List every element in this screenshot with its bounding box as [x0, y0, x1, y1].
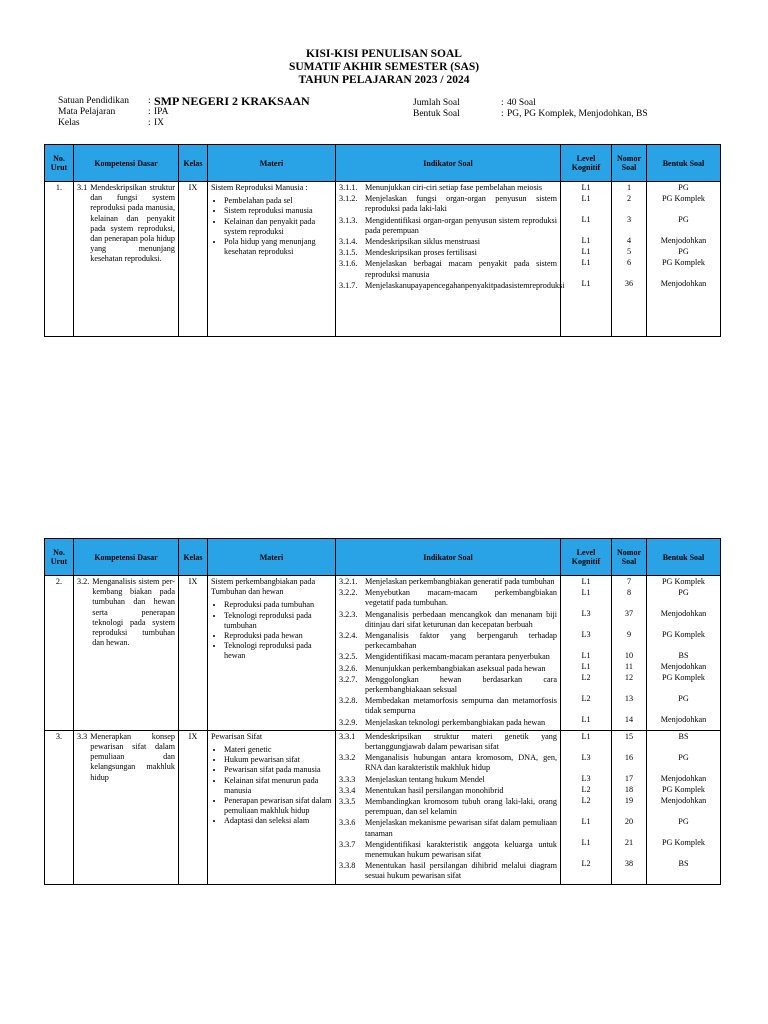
row-number: 2. [45, 576, 74, 731]
meta-row-kelas [58, 118, 310, 129]
materi-title: Pewarisan Sifat [211, 731, 263, 741]
indikator-text: Mendeskripsikan proses fertilisasi [365, 248, 477, 258]
meta-sep: : [148, 118, 151, 128]
indikator-number: 3.3.5 [339, 797, 356, 807]
level-value: L1 [581, 837, 591, 847]
kd-wrap [77, 577, 175, 648]
kisi-table-2 [44, 538, 721, 885]
header-bentuk: Bentuk Soal [647, 145, 721, 182]
indikator-item [339, 797, 557, 817]
indikator-number: 3.2.7. [339, 674, 358, 684]
materi-cell [208, 182, 336, 337]
bentuk-cell [647, 576, 721, 731]
materi-item: • Pewarisan sifat pada manusia [224, 765, 332, 775]
nomor-cell [612, 730, 647, 884]
indikator-number: 3.1.5. [339, 248, 358, 258]
nomor-value: 17 [624, 773, 634, 783]
bentuk-value: Menjodohkan [660, 279, 707, 288]
table-row [45, 576, 721, 731]
indikator-item [339, 786, 557, 796]
kd-number: 3.1 [77, 183, 88, 192]
indikator-item [339, 610, 557, 630]
document-title [0, 48, 768, 87]
nomor-value: 11 [625, 662, 633, 671]
materi-item: • Penerapan pewarisan sifat dalam pemuliaan makhluk hidup [224, 796, 332, 816]
level-value: L1 [581, 194, 591, 203]
indikator-text: Menganalisis perbedaan mencangkok dan menanam biji ditinjau dari sifat keturunan dan kecepatan berbuah [365, 609, 557, 629]
header-indikator: Indikator Soal [336, 539, 561, 576]
indikator-item [339, 675, 557, 695]
indikator-item [339, 183, 557, 193]
materi-item: • Hukum pewarisan sifat [224, 755, 332, 765]
level-value: L1 [581, 247, 591, 256]
indikator-item [339, 248, 557, 258]
indikator-item [339, 861, 557, 881]
indikator-item [339, 718, 557, 728]
table-row [45, 182, 721, 337]
nomor-value: 37 [624, 609, 634, 618]
indikator-text: Mendeskripsikan struktur materi genetik yang bertanggungjawab dalam pewarisan sifat [365, 731, 557, 752]
bentuk-value: Menjodohkan [660, 795, 707, 805]
indikator-text: Menjelaskan berbagai macam penyakit pada sistem reproduksi manusia [365, 259, 557, 279]
bentuk-value: Menjodohkan [660, 236, 707, 245]
kelas-cell: IX [179, 576, 208, 731]
kompetensi-dasar-cell [74, 576, 179, 731]
meta-value: IPA [154, 107, 169, 117]
table-header-row [45, 145, 721, 182]
indikator-number: 3.2.2. [339, 588, 358, 598]
level-value: L1 [581, 662, 591, 671]
bentuk-value: Menjodohkan [660, 662, 707, 671]
materi-list [211, 600, 332, 661]
meta-value-school: SMP NEGERI 2 KRAKSAAN [154, 94, 310, 108]
indikator-text: Menggolongkan hewan berdasarkan cara perkembangbiakaan seksual [365, 674, 557, 695]
level-value: L1 [581, 715, 591, 724]
bentuk-value: BS [678, 651, 689, 660]
materi-item: • Teknologi reproduksi pada tumbuhan [224, 611, 332, 631]
nomor-value: 2 [626, 194, 632, 203]
level-cell [561, 576, 612, 731]
indikator-number: 3.3.3 [339, 774, 356, 784]
nomor-value: 13 [624, 694, 634, 703]
indikator-item [339, 775, 557, 785]
bentuk-value: PG Komplek [662, 837, 705, 847]
meta-right [413, 98, 648, 120]
kd-wrap [77, 183, 175, 265]
indikator-number: 3.1.4. [339, 237, 358, 247]
indikator-number: 3.1.6. [339, 259, 358, 269]
meta-sep: : [501, 98, 504, 108]
indikator-number: 3.2.5. [339, 652, 358, 662]
bentuk-value: Menjodohkan [660, 773, 707, 783]
indikator-item [339, 664, 557, 674]
meta-sep: : [501, 109, 504, 119]
header-nomor: Nomor Soal [612, 539, 647, 576]
title-line-3: TAHUN PELAJARAN 2023 / 2024 [298, 74, 470, 86]
indikator-number: 3.3.4 [339, 785, 356, 795]
header-level: Level Kognitif [561, 145, 612, 182]
nomor-value: 19 [624, 795, 634, 805]
table-row [45, 730, 721, 884]
bentuk-value: PG Komplek [662, 784, 705, 794]
indikator-text: Menentukan hasil persilangan dihibrid melalui diagram sesuai hukum pewarisan sifat [365, 861, 557, 881]
level-value: L1 [581, 215, 591, 224]
nomor-value: 10 [624, 651, 634, 660]
indikator-number: 3.2.3. [339, 609, 358, 619]
bentuk-cell [647, 182, 721, 337]
kd-number: 3.3 [77, 731, 88, 741]
level-cell [561, 182, 612, 337]
meta-left [58, 96, 310, 129]
meta-sep: : [148, 96, 151, 106]
meta-value: IX [154, 118, 165, 128]
nomor-value: 20 [624, 816, 634, 826]
materi-item: • Kelainan sifat menurun pada manusia [224, 776, 332, 796]
level-cell [561, 730, 612, 884]
row-number: 1. [45, 182, 74, 337]
nomor-value: 36 [624, 279, 634, 288]
nomor-cell [612, 576, 647, 731]
indikator-number: 3.2.4. [339, 631, 358, 641]
level-value: L1 [581, 731, 591, 741]
indikator-item [339, 216, 557, 236]
indikator-item [339, 696, 557, 716]
header-indikator: Indikator Soal [336, 145, 561, 182]
header-kelas: Kelas [179, 145, 208, 182]
indikator-item [339, 259, 557, 279]
bentuk-value: BS [678, 858, 689, 868]
materi-item: • Teknologi reproduksi pada hewan [224, 641, 332, 661]
bentuk-value: PG Komplek [662, 673, 705, 682]
header-kelas: Kelas [179, 539, 208, 576]
header-bentuk: Bentuk Soal [647, 539, 721, 576]
nomor-value: 21 [624, 837, 634, 847]
bentuk-value: PG [678, 215, 689, 224]
indikator-cell [336, 730, 561, 884]
bentuk-value: BS [678, 731, 689, 741]
indikator-text: Menjelaskan tentang hukum Mendel [365, 774, 485, 784]
kompetensi-dasar-cell [74, 730, 179, 884]
header-no: No. Urut [45, 145, 74, 182]
bentuk-cell [647, 730, 721, 884]
meta-row-jumlah [413, 98, 648, 109]
indikator-item [339, 194, 557, 214]
indikator-text: Menunjukkan ciri-ciri setiap fase pembelahan meiosis [365, 183, 543, 192]
indikator-text: Menjelaskan perkembangbiakan generatif pada tumbuhan [365, 577, 555, 586]
indikator-number: 3.3.7 [339, 839, 356, 849]
meta-value: PG, PG Komplek, Menjodohkan, BS [507, 109, 648, 119]
bentuk-value: Menjodohkan [660, 715, 707, 724]
header-kd: Kompetensi Dasar [74, 539, 179, 576]
bentuk-value: PG [678, 694, 689, 703]
indikator-text: Menyebutkan macam-macam perkembangbiakan vegetatif pada tumbuhan. [365, 588, 557, 608]
indikator-number: 3.1.1. [339, 183, 358, 192]
materi-item: • Materi genetic [224, 745, 332, 755]
kd-text: Menganalisis sistem per-kembang biakan pada tumbuhan dan hewan serta penerapan teknologi pada system reproduksi tumbuhan dan hewan. [92, 577, 175, 648]
kd-wrap [77, 732, 175, 783]
bentuk-value: PG Komplek [662, 194, 705, 203]
nomor-value: 4 [626, 236, 632, 245]
header-materi: Materi [208, 539, 336, 576]
indikator-item [339, 732, 557, 752]
indikator-text: Menganalisis faktor yang berpengaruh terhadap perkecambahan [365, 631, 557, 651]
indikator-number: 3.2.9. [339, 717, 358, 727]
meta-label: Satuan Pendidikan [58, 96, 129, 106]
kelas-cell: IX [179, 182, 208, 337]
meta-label: Bentuk Soal [413, 109, 460, 119]
indikator-number: 3.3.2 [339, 753, 356, 763]
indikator-item [339, 818, 557, 838]
level-value: L1 [581, 588, 591, 597]
nomor-value: 3 [626, 215, 632, 224]
bentuk-value: PG [678, 247, 689, 256]
level-value: L2 [581, 673, 591, 682]
kd-number: 3.2. [77, 577, 90, 586]
header-level: Level Kognitif [561, 539, 612, 576]
level-value: L3 [581, 609, 591, 618]
materi-cell [208, 576, 336, 731]
nomor-cell [612, 182, 647, 337]
indikator-item [339, 840, 557, 860]
header-kd: Kompetensi Dasar [74, 145, 179, 182]
meta-label: Kelas [58, 118, 80, 128]
header-materi: Materi [208, 145, 336, 182]
header-no: No. Urut [45, 539, 74, 576]
kisi-table-1 [44, 144, 721, 337]
header-nomor: Nomor Soal [612, 145, 647, 182]
level-value: L2 [581, 795, 591, 805]
indikator-text: Menjelaskan teknologi perkembangbiakan pada hewan [365, 717, 546, 727]
indikator-item [339, 237, 557, 247]
nomor-value: 1 [626, 183, 632, 192]
bentuk-value: PG Komplek [662, 258, 705, 267]
meta-sep: : [148, 107, 151, 117]
meta-label: Mata Pelajaran [58, 107, 116, 117]
materi-item: • Reproduksi pada hewan [224, 631, 332, 641]
indikator-text: Menjelaskan mekanisme pewarisan sifat dalam pemuliaan tanaman [365, 818, 557, 838]
indikator-number: 3.3.6 [339, 818, 356, 828]
row-number: 3. [45, 730, 74, 884]
level-value: L1 [581, 279, 591, 288]
indikator-item [339, 753, 557, 773]
materi-title: Sistem Reproduksi Manusia : [211, 183, 308, 192]
materi-title: Sistem perkembangbiakan pada Tumbuhan dan hewan [211, 577, 316, 597]
indikator-text: Mengidentifikasi organ-organ penyusun sistem reproduksi pada perempuan [365, 215, 557, 235]
materi-list [211, 745, 332, 827]
level-value: L3 [581, 773, 591, 783]
indikator-text: Menunjukkan perkembangbiakan aseksual pada hewan [365, 663, 546, 673]
nomor-value: 18 [624, 784, 634, 794]
indikator-text: Membedakan metamorfosis sempurna dan metamorfosis tidak sempurna [365, 696, 557, 716]
nomor-value: 12 [624, 673, 634, 682]
indikator-text: Menganalisis hubungan antara kromosom, DNA, gen, RNA dan karakteristik makhluk hidup [365, 753, 557, 773]
title-line-1: KISI-KISI PENULISAN SOAL [306, 48, 462, 60]
indikator-text: Menjelaskan fungsi organ-organ penyusun sistem reproduksi pada laki-laki [365, 194, 557, 214]
nomor-value: 7 [626, 577, 632, 586]
level-value: L1 [581, 816, 591, 826]
level-value: L2 [581, 784, 591, 794]
level-value: L1 [581, 183, 591, 192]
indikator-cell [336, 576, 561, 731]
indikator-text: Mengidentifikasi macam-macam perantara penyerbukan [365, 652, 550, 662]
title-line-2: SUMATIF AKHIR SEMESTER (SAS) [288, 61, 480, 73]
indikator-item [339, 631, 557, 651]
bentuk-value: PG [678, 588, 689, 597]
meta-row-satuan [58, 96, 310, 107]
level-value: L3 [581, 630, 591, 639]
nomor-value: 16 [624, 752, 634, 762]
indikator-number: 3.2.6. [339, 663, 358, 673]
materi-item: • Kelainan dan penyakit pada system reproduksi [224, 217, 332, 237]
indikator-item [339, 652, 557, 662]
level-value: L1 [581, 651, 591, 660]
indikator-item [339, 577, 557, 587]
materi-item: • Pembelahan pada sel [224, 196, 332, 206]
indikator-text: Mengidentifikasi karakteristik anggota keluarga untuk menemukan hukum pewarisan sifat [365, 839, 557, 860]
table-header-row [45, 539, 721, 576]
nomor-value: 6 [626, 258, 632, 267]
nomor-value: 15 [624, 731, 634, 741]
bentuk-value: PG Komplek [662, 630, 705, 639]
indikator-number: 3.1.3. [339, 215, 358, 225]
indikator-number: 3.1.2. [339, 194, 358, 204]
materi-list [211, 196, 332, 257]
level-value: L1 [581, 258, 591, 267]
indikator-text: Mendeskripsikan siklus menstruasi [365, 237, 481, 247]
materi-item: • Pola hidup yang menunjang kesehatan reproduksi [224, 237, 332, 257]
level-value: L3 [581, 752, 591, 762]
indikator-number: 3.2.1. [339, 577, 358, 586]
kompetensi-dasar-cell [74, 182, 179, 337]
meta-row-mapel [58, 107, 310, 118]
nomor-value: 5 [626, 247, 632, 256]
kelas-cell: IX [179, 730, 208, 884]
kd-text: Menerapkan konsep pewarisan sifat dalam pemuliaan dan kelangsungan makhluk hidup [90, 731, 175, 782]
nomor-value: 9 [626, 630, 632, 639]
level-value: L2 [581, 694, 591, 703]
bentuk-value: PG [678, 752, 689, 762]
meta-row-bentuk [413, 109, 648, 120]
indikator-number: 3.1.7. [339, 280, 358, 290]
meta-value: 40 Soal [507, 98, 536, 108]
indikator-number: 3.3.1 [339, 731, 356, 741]
indikator-number: 3.3.8 [339, 861, 356, 871]
bentuk-value: Menjodohkan [660, 609, 707, 618]
indikator-cell [336, 182, 565, 337]
meta-label: Jumlah Soal [413, 98, 460, 108]
indikator-text: Menentukan hasil persilangan monohibrid [365, 785, 504, 795]
nomor-value: 38 [624, 858, 634, 868]
materi-item: • Sistem reproduksi manusia [224, 206, 332, 216]
bentuk-value: PG [678, 183, 689, 192]
indikator-text: Menjelaskanupayapencegahanpenyakitpadasistemreproduksi [365, 280, 565, 290]
bentuk-value: PG Komplek [662, 577, 705, 586]
level-value: L1 [581, 577, 591, 586]
indikator-item [339, 280, 565, 291]
indikator-item [339, 588, 557, 608]
nomor-value: 8 [626, 588, 632, 597]
bentuk-value: PG [678, 816, 689, 826]
materi-item: • Adaptasi dan seleksi alam [224, 816, 332, 826]
level-value: L1 [581, 236, 591, 245]
indikator-text: Membandingkan kromosom tubuh orang laki-laki, orang perempuan, dan sel kelamin [365, 797, 557, 817]
kd-text: Mendeskripsikan struktur dan fungsi system reproduksi pada manusia, kelainan dan penyakit pada system reproduksi, dan penerapan pola hidup yang menunjang kesehatan reproduksi. [90, 183, 175, 264]
materi-item: • Reproduksi pada tumbuhan [224, 600, 332, 610]
level-value: L2 [581, 858, 591, 868]
nomor-value: 14 [624, 715, 634, 724]
indikator-number: 3.2.8. [339, 696, 358, 706]
materi-cell [208, 730, 336, 884]
